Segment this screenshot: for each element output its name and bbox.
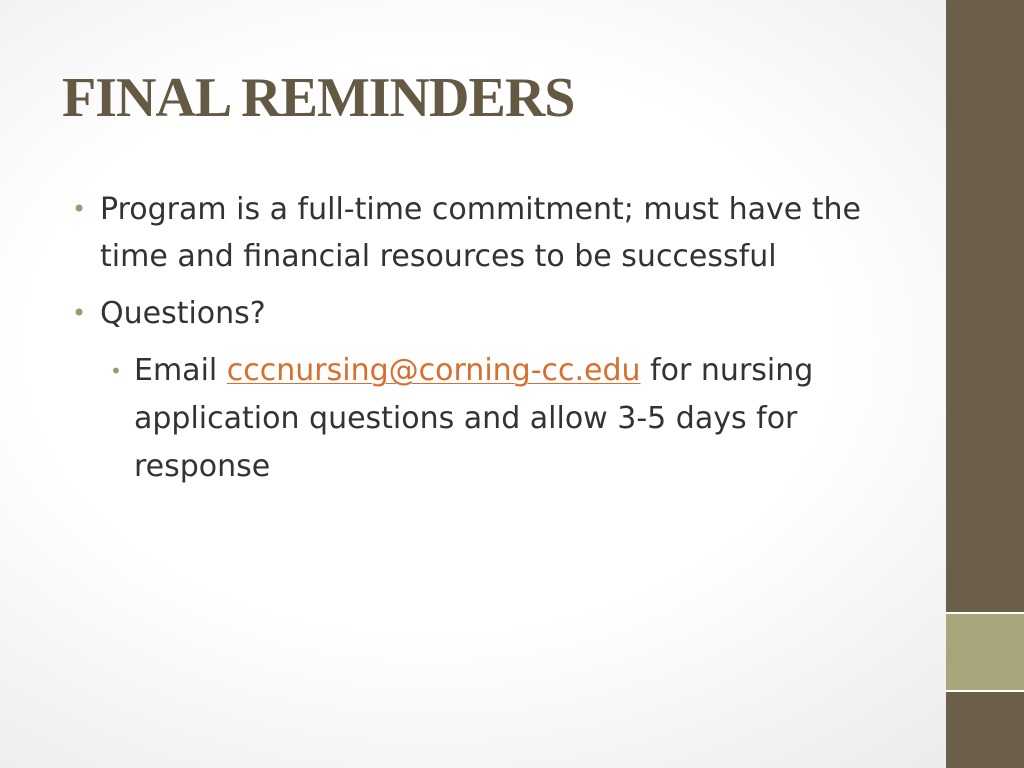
sub-bullet-marker-icon: • <box>110 359 122 383</box>
side-bar-divider-bottom <box>946 690 1024 692</box>
bullet-item-commitment <box>72 186 932 280</box>
bullet-item-questions <box>72 290 932 337</box>
sub-bullet-item-email <box>110 347 874 491</box>
bullet-marker-icon: • <box>72 195 87 223</box>
slide-content <box>72 186 932 491</box>
bullet-text-questions: Questions? <box>100 296 266 331</box>
slide-title: FINAL REMINDERS <box>62 67 575 129</box>
email-link[interactable]: cccnursing@corning-cc.edu <box>226 353 641 388</box>
bullet-text-commitment: Program is a full-time commitment; must have the time and financial resources to be successful <box>100 192 861 274</box>
bullet-marker-icon: • <box>72 299 87 327</box>
sub-bullet-suffix: for nursing application questions and allow 3-5 days for response <box>134 353 814 484</box>
side-bar-accent <box>946 614 1024 690</box>
sub-bullet-prefix: Email <box>134 353 218 388</box>
